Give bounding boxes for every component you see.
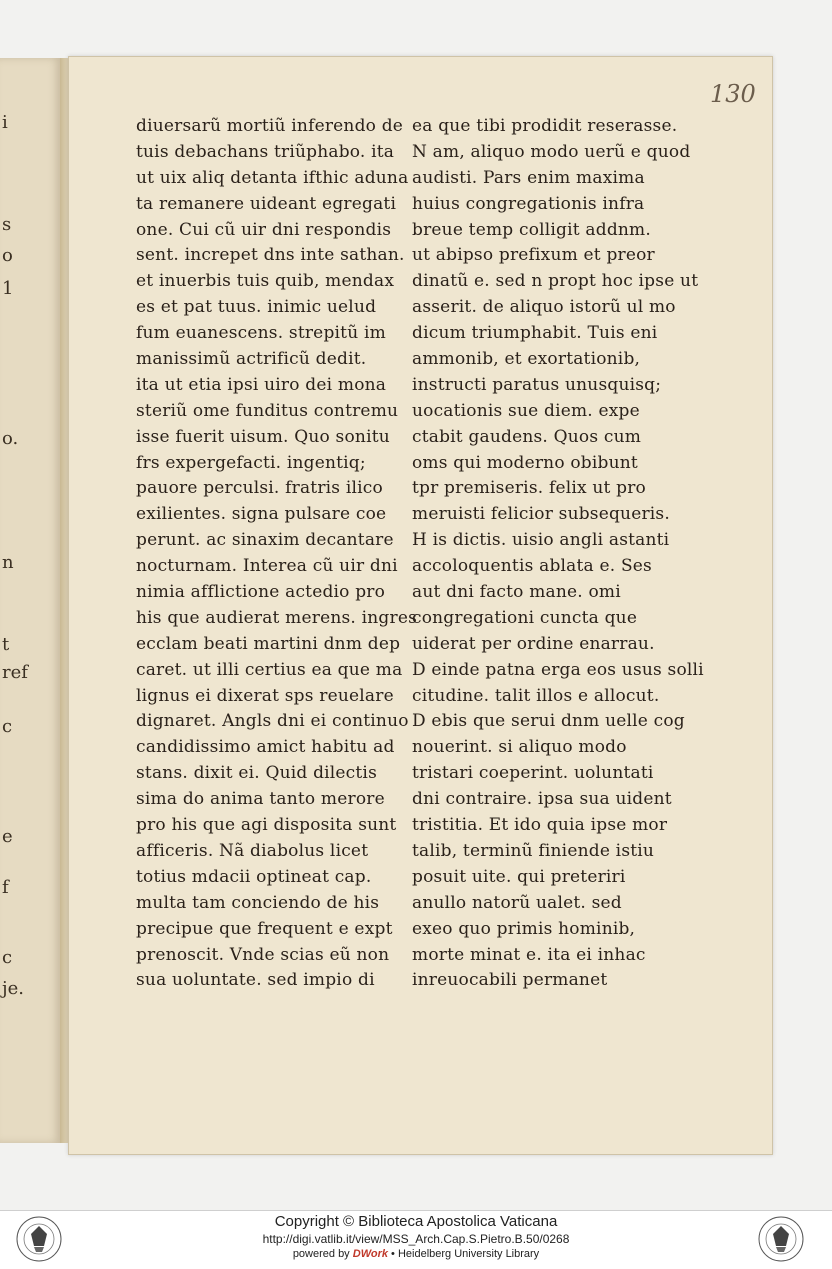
text-line: diuersarũ mortiũ inferendo de	[136, 116, 404, 136]
edge-glyph: i	[2, 112, 8, 133]
text-line: stans. dixit ei. Quid dilectis	[136, 763, 377, 784]
text-line: fum euanescens. strepitũ im	[136, 323, 386, 344]
text-line: ammonib, et exortationib,	[412, 349, 641, 370]
text-line: ecclam beati martini dnm dep	[136, 633, 401, 654]
text-line: one. Cui cũ uir dni respondis	[136, 219, 392, 240]
text-line: uocationis sue diem. expe	[412, 400, 640, 421]
text-line: accoloquentis ablata e. Ses	[412, 556, 652, 577]
text-line: asserit. de aliquo istorũ ul mo	[412, 297, 676, 318]
text-line: ut abipso prefixum et preor	[412, 245, 655, 266]
text-line: D ebis que serui dnm uelle cog	[412, 711, 685, 732]
text-line: uiderat per ordine enarrau.	[412, 633, 655, 654]
text-line: tuis debachans triũphabo. ita	[136, 141, 395, 162]
text-line: nimia afflictione actedio pro	[136, 582, 386, 603]
edge-glyph: c	[2, 947, 13, 968]
text-line: perunt. ac sinaxim decantare	[136, 530, 394, 551]
text-line: citudine. talit illos e allocut.	[412, 685, 660, 706]
text-line: congregationi cuncta que	[412, 607, 638, 628]
text-line: exeo quo primis hominib,	[412, 918, 636, 939]
text-line: meruisti felicior subsequeris.	[412, 504, 670, 525]
text-line: audisti. Pars enim maxima	[412, 167, 645, 188]
text-line: isse fuerit uisum. Quo sonitu	[136, 426, 390, 447]
vatican-library-seal-right-icon	[746, 1214, 816, 1264]
left-page-fragment	[0, 58, 63, 1143]
text-line: dignaret. Angls dni ei continuo	[136, 711, 409, 732]
text-line: dinatũ e. sed n propt hoc ipse ut	[412, 271, 699, 292]
text-line: pro his que agi disposita sunt	[136, 815, 397, 836]
left-text-column	[136, 114, 417, 994]
folio-number: 130	[710, 80, 756, 108]
text-line: nouerint. si aliquo modo	[412, 737, 627, 758]
left-page-edge-text	[0, 58, 28, 1143]
text-line: D einde patna erga eos usus solli	[412, 659, 704, 680]
edge-glyph: t	[2, 634, 10, 655]
edge-glyph: 1	[2, 278, 14, 299]
text-line: ctabit gaudens. Quos cum	[412, 426, 642, 447]
footer-text	[150, 1212, 682, 1262]
text-line: frs expergefacti. ingentiq;	[136, 452, 366, 473]
text-line: his que audierat merens. ingres	[136, 607, 417, 628]
text-line: tpr premiseris. felix ut pro	[412, 478, 646, 499]
text-line: breue temp colligit addnm.	[412, 219, 651, 240]
text-line: nocturnam. Interea cũ uir dni	[136, 556, 398, 577]
text-line: oms qui moderno obibunt	[412, 452, 638, 473]
text-line: instructi paratus unusquisq;	[412, 374, 662, 395]
dwork-link[interactable]: DWork	[352, 1248, 388, 1260]
text-line: posuit uite. qui preteriri	[412, 866, 626, 887]
text-line: et inuerbis tuis quib, mendax	[136, 271, 395, 292]
text-line: anullo natorũ ualet. sed	[412, 892, 622, 913]
text-line: sua uoluntate. sed impio di	[136, 970, 375, 991]
text-line: afficeris. Nã diabolus licet	[136, 840, 369, 861]
powered-by	[150, 1247, 682, 1262]
text-line: candidissimo amict habitu ad	[136, 737, 395, 758]
edge-glyph: o.	[2, 428, 19, 449]
right-text-column	[412, 114, 704, 994]
text-line: ita ut etia ipsi uiro dei mona	[136, 374, 387, 395]
text-line: steriũ ome funditus contremu	[136, 400, 399, 421]
edge-glyph: s	[2, 214, 12, 235]
text-line: tristitia. Et ido quia ipse mor	[412, 815, 668, 836]
text-line: precipue que frequent e expt	[136, 918, 393, 939]
text-line: ea que tibi prodidit reserasse.	[412, 116, 678, 136]
edge-glyph: e	[2, 826, 13, 847]
text-line: es et pat tuus. inimic uelud	[136, 297, 377, 318]
text-line: multa tam conciendo de his	[136, 892, 380, 913]
text-line: ta remanere uideant egregati	[136, 193, 397, 214]
text-line: huius congregationis infra	[412, 193, 645, 214]
text-line: manissimũ actrificũ dedit.	[136, 349, 367, 370]
text-line: prenoscit. Vnde scias eũ non	[136, 944, 390, 965]
edge-glyph: n	[2, 552, 14, 573]
text-line: inreuocabili permanet	[412, 970, 608, 991]
powered-prefix: powered by	[292, 1248, 353, 1260]
text-line: H is dictis. uisio angli astanti	[412, 530, 670, 551]
vatican-library-seal-left-icon	[4, 1214, 74, 1264]
text-line: ut uix aliq detanta ifthic aduna	[136, 167, 409, 188]
text-line: tristari coeperint. uoluntati	[412, 763, 654, 784]
copyright-notice: Copyright © Biblioteca Apostolica Vaticana	[274, 1213, 558, 1230]
text-line: dicum triumphabit. Tuis eni	[412, 323, 658, 344]
text-line: aut dni facto mane. omi	[412, 582, 621, 603]
edge-glyph: o	[2, 245, 13, 266]
edge-glyph: je.	[2, 978, 24, 999]
text-line: caret. ut illi certius ea que ma	[136, 659, 403, 680]
text-line: morte minat e. ita ei inhac	[412, 944, 646, 965]
text-line: sima do anima tanto merore	[136, 789, 385, 810]
text-line: pauore perculsi. fratris ilico	[136, 478, 383, 499]
edge-glyph: f	[2, 877, 9, 898]
edge-glyph: ref	[2, 662, 28, 683]
source-url[interactable]: http://digi.vatlib.it/view/MSS_Arch.Cap.S.Pietro.B.50/0268	[262, 1232, 570, 1246]
text-line: N am, aliquo modo uerũ e quod	[412, 141, 691, 162]
text-line: dni contraire. ipsa sua uident	[412, 789, 672, 810]
text-line: sent. increpet dns inte sathan.	[136, 245, 405, 266]
powered-suffix: • Heidelberg University Library	[388, 1248, 540, 1260]
text-line: talib, terminũ finiende istiu	[412, 840, 655, 861]
text-line: totius mdacii optineat cap.	[136, 866, 372, 887]
text-line: lignus ei dixerat sps reuelare	[136, 685, 394, 706]
text-line: exilientes. signa pulsare coe	[136, 504, 387, 525]
edge-glyph: c	[2, 716, 13, 737]
